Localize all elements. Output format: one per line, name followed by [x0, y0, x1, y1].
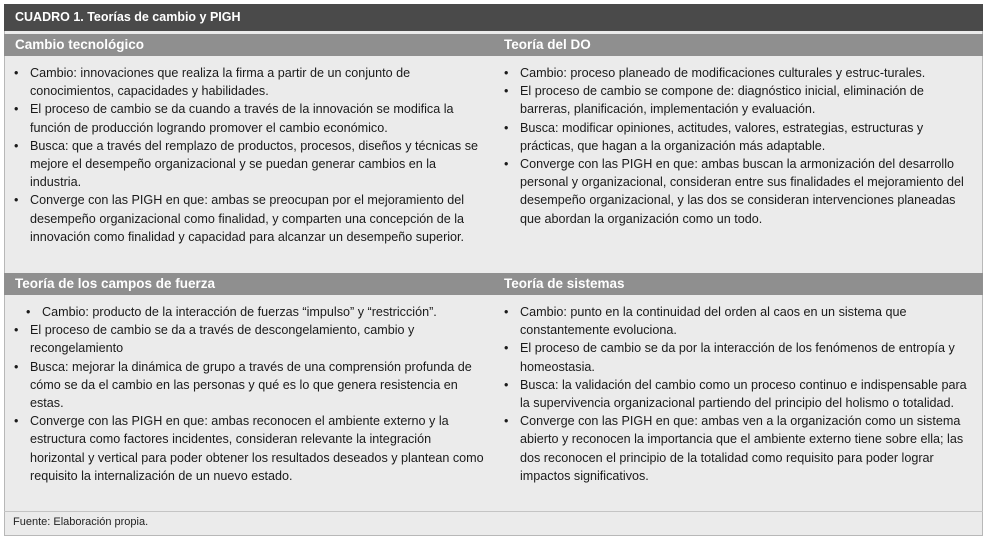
list-item: • Converge con las PIGH en que: ambas buscan la armonización del desarrollo personal y organizacional, consideran entre sus finalidades el mejoramiento del desempeño organizacional, y las dos se consideran intervenciones planeadas que abordan la organización como un todo. [504, 155, 974, 228]
list-item: • Converge con las PIGH en que: ambas reconocen el ambiente externo y la estructura como factores incidentes, consideran relevante la integración horizontal y vertical para poder obtener los resultados deseados y plantean como requisito la internalización de un nuevo estado. [14, 412, 486, 485]
list-item: • El proceso de cambio se da a través de descongelamiento, cambio y recongelamiento [14, 321, 486, 357]
list-item: • El proceso de cambio se da por la interacción de los fenómenos de entropía y homeostasia. [504, 339, 974, 375]
cell-cambio-tecnologico [14, 64, 486, 246]
divider [4, 511, 983, 512]
list-item: • Cambio: punto en la continuidad del orden al caos en un sistema que constantemente evoluciona. [504, 303, 974, 339]
list-item: • Cambio: innovaciones que realiza la firma a partir de un conjunto de conocimientos, capacidades y habilidades. [14, 64, 486, 100]
section-heading-teoria-do: Teoría del DO [494, 34, 983, 56]
bullet-list [14, 64, 486, 246]
table-title: CUADRO 1. Teorías de cambio y PIGH [4, 4, 983, 31]
list-item: • El proceso de cambio se da cuando a través de la innovación se modifica la función de producción logrando promover el cambio económico. [14, 100, 486, 136]
list-item: • Converge con las PIGH en que: ambas ven a la organización como un sistema abierto y reconocen la importancia que el ambiente externo tiene sobre ella; las dos reconocen el principio de la totalidad como requisito para poder lograr impactos significativos. [504, 412, 974, 485]
cell-teoria-sistemas [504, 303, 974, 485]
list-item: • Busca: modificar opiniones, actitudes, valores, estrategias, estructuras y prácticas, que hagan a la organización más adaptable. [504, 119, 974, 155]
section-heading-teoria-sistemas: Teoría de sistemas [494, 273, 983, 295]
bullet-list [14, 303, 486, 485]
section-heading-cambio-tecnologico: Cambio tecnológico [4, 34, 494, 56]
list-item: • Busca: que a través del remplazo de productos, procesos, diseños y técnicas se mejore el desempeño organizacional y se puedan generar cambios en la industria. [14, 137, 486, 192]
section-heading-campos-fuerza: Teoría de los campos de fuerza [4, 273, 494, 295]
list-item: • Busca: la validación del cambio como un proceso continuo e indispensable para la supervivencia organizacional partiendo del principio del holismo o totalidad. [504, 376, 974, 412]
table-source-note: Fuente: Elaboración propia. [13, 516, 149, 528]
list-item: • Cambio: proceso planeado de modificaciones culturales y estruc-turales. [504, 64, 974, 82]
list-item: • Busca: mejorar la dinámica de grupo a través de una comprensión profunda de cómo se da el cambio en las personas y qué es lo que genera resistencia en estas. [14, 358, 486, 413]
list-item: • Cambio: producto de la interacción de fuerzas “impulso” y “restricción”. [26, 303, 486, 321]
list-item: • El proceso de cambio se compone de: diagnóstico inicial, eliminación de barreras, planificación, implementación y evaluación. [504, 82, 974, 118]
bullet-list [504, 64, 974, 228]
cell-campos-fuerza [14, 303, 486, 485]
cell-teoria-do [504, 64, 974, 228]
bullet-list [504, 303, 974, 485]
list-item: • Converge con las PIGH en que: ambas se preocupan por el mejoramiento del desempeño organizacional como finalidad, y comparten una concepción de la innovación como finalidad y capacidad para alcanzar un desempeño superior. [14, 191, 486, 246]
